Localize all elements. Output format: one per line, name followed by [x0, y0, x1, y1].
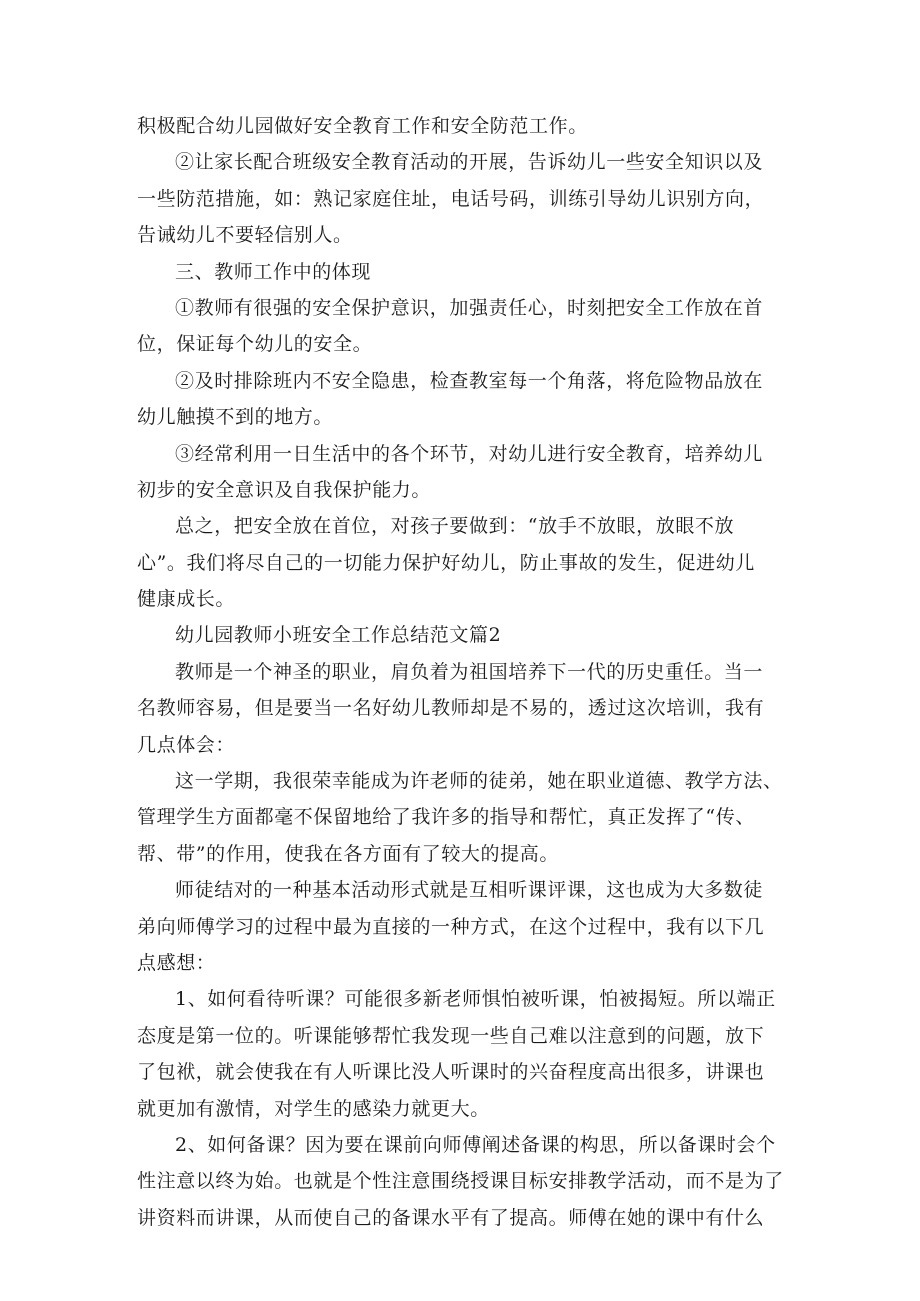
text-line: 了包袱，就会使我在有人听课比没人听课时的兴奋程度高出很多，讲课也	[137, 1061, 765, 1084]
text-line: 态度是第一位的。听课能够帮忙我发现一些自己难以注意到的问题，放下	[137, 1024, 765, 1047]
text-line: 告诫幼儿不要轻信别人。	[137, 224, 353, 247]
paragraph	[137, 617, 787, 653]
text-line: 幼儿触摸不到的地方。	[137, 406, 334, 429]
text-line: ①教师有很强的安全保护意识，加强责任心，时刻把安全工作放在首	[175, 296, 764, 319]
text-line: 讲资料而讲课，从而使自己的备课水平有了提高。师傅在她的课中有什么	[137, 1206, 765, 1229]
text-line: 帮、带”的作用，使我在各方面有了较大的提高。	[137, 842, 559, 865]
text-line: 1、如何看待听课？可能很多新老师惧怕被听课，怕被揭短。所以端正	[175, 988, 776, 1011]
text-line: 弟向师傅学习的过程中最为直接的一种方式，在这个过程中，我有以下几	[137, 915, 765, 938]
text-line: 健康成长。	[137, 588, 236, 611]
paragraph	[137, 436, 787, 509]
paragraph	[137, 144, 787, 253]
text-line: 积极配合幼儿园做好安全教育工作和安全防范工作。	[137, 115, 588, 137]
text-line: ③经常利用一日生活中的各个环节，对幼儿进行安全教育，培养幼儿	[175, 442, 764, 465]
paragraph	[137, 508, 787, 617]
paragraph	[137, 108, 787, 144]
text-line: ②让家长配合班级安全教育活动的开展，告诉幼儿一些安全知识以及	[175, 151, 764, 174]
text-line: 总之，把安全放在首位，对孩子要做到：“放手不放眼，放眼不放	[175, 515, 735, 538]
text-line: 几点体会：	[137, 733, 236, 756]
text-line: 教师是一个神圣的职业，肩负着为祖国培养下一代的历史重任。当一	[175, 660, 764, 683]
paragraph	[137, 654, 787, 763]
text-line: 初步的安全意识及自我保护能力。	[137, 478, 432, 501]
text-line: 就更加有激情，对学生的感染力就更大。	[137, 1097, 490, 1120]
paragraph	[137, 981, 787, 1127]
text-line: 心”。我们将尽自己的一切能力保护好幼儿，防止事故的发生，促进幼儿	[137, 551, 755, 574]
text-line: 师徒结对的一种基本活动形式就是互相听课评课，这也成为大多数徒	[175, 879, 764, 902]
text-line: 2、如何备课？因为要在课前向师傅阐述备课的构思，所以备课时会个	[175, 1133, 776, 1156]
paragraph	[137, 363, 787, 436]
paragraph	[137, 254, 787, 290]
paragraph	[137, 763, 787, 872]
text-line: 一些防范措施，如：熟记家庭住址，电话号码，训练引导幼儿识别方向，	[137, 187, 765, 210]
paragraph	[137, 872, 787, 981]
text-line: 三、教师工作中的体现	[175, 260, 372, 283]
text-line: 性注意以终为始。也就是个性注意围绕授课目标安排教学活动，而不是为了	[137, 1170, 784, 1193]
document-body	[137, 108, 787, 1236]
text-line: 管理学生方面都毫不保留地给了我许多的指导和帮忙，真正发挥了“传、	[137, 806, 755, 829]
text-line: 点感想：	[137, 951, 216, 974]
text-line: ②及时排除班内不安全隐患，检查教室每一个角落，将危险物品放在	[175, 369, 764, 392]
text-line: 位，保证每个幼儿的安全。	[137, 333, 373, 356]
text-line: 幼儿园教师小班安全工作总结范文篇2	[175, 624, 502, 647]
paragraph	[137, 1127, 787, 1236]
text-line: 名教师容易，但是要当一名好幼儿教师却是不易的，透过这次培训，我有	[137, 697, 765, 720]
text-line: 这一学期，我很荣幸能成为许老师的徒弟，她在职业道德、教学方法、	[175, 770, 783, 793]
paragraph	[137, 290, 787, 363]
